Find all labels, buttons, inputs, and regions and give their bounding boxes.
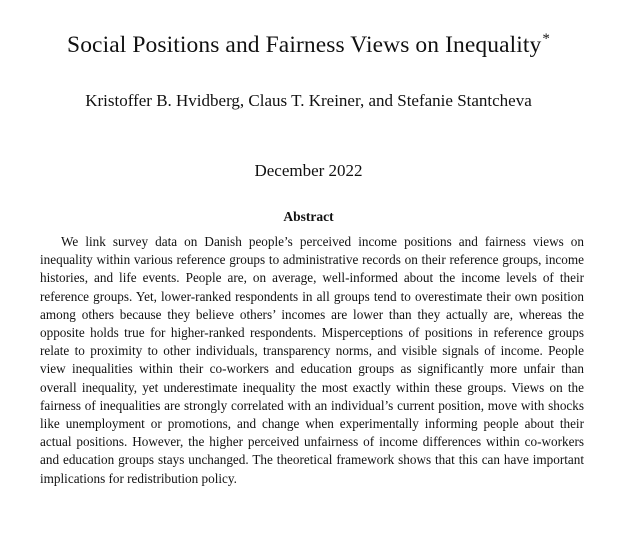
abstract-text: We link survey data on Danish people’s perceived income positions and fairness views on inequality within various reference groups to administrative records on their reference groups, income histories, and life events. People are, on average, well-informed about the income levels of their reference groups. Yet, lower-ranked respondents in all groups tend to overestimate their own position among others because they believe others’ incomes are lower than they actually are, whereas the opposite holds true for higher-ranked respondents. Misperceptions of positions in reference groups relate to proximity to other individuals, transparency norms, and visible signals of income. People view inequalities within their co-workers and education groups as significantly more unfair than overall inequality, yet underestimate inequality the most exactly within these groups. Views on the fairness of inequalities are strongly correlated with an individual’s current position, move with shocks like unemployment or promotions, and change when experimentally informing people about their actual positions. However, the higher perceived unfairness of income differences within co-workers and education groups stays unchanged. The theoretical framework shows that this can have important implications for redistribution policy. [40,234,584,486]
paper-authors: Kristoffer B. Hvidberg, Claus T. Kreiner, and Stefanie Stantcheva [85,91,532,110]
paper-title [0,31,617,59]
paper-date: December 2022 [254,161,363,180]
title-footnote-mark: * [542,31,550,47]
paper-title-text: Social Positions and Fairness Views on Inequality [67,32,542,58]
abstract-heading: Abstract [283,209,334,224]
